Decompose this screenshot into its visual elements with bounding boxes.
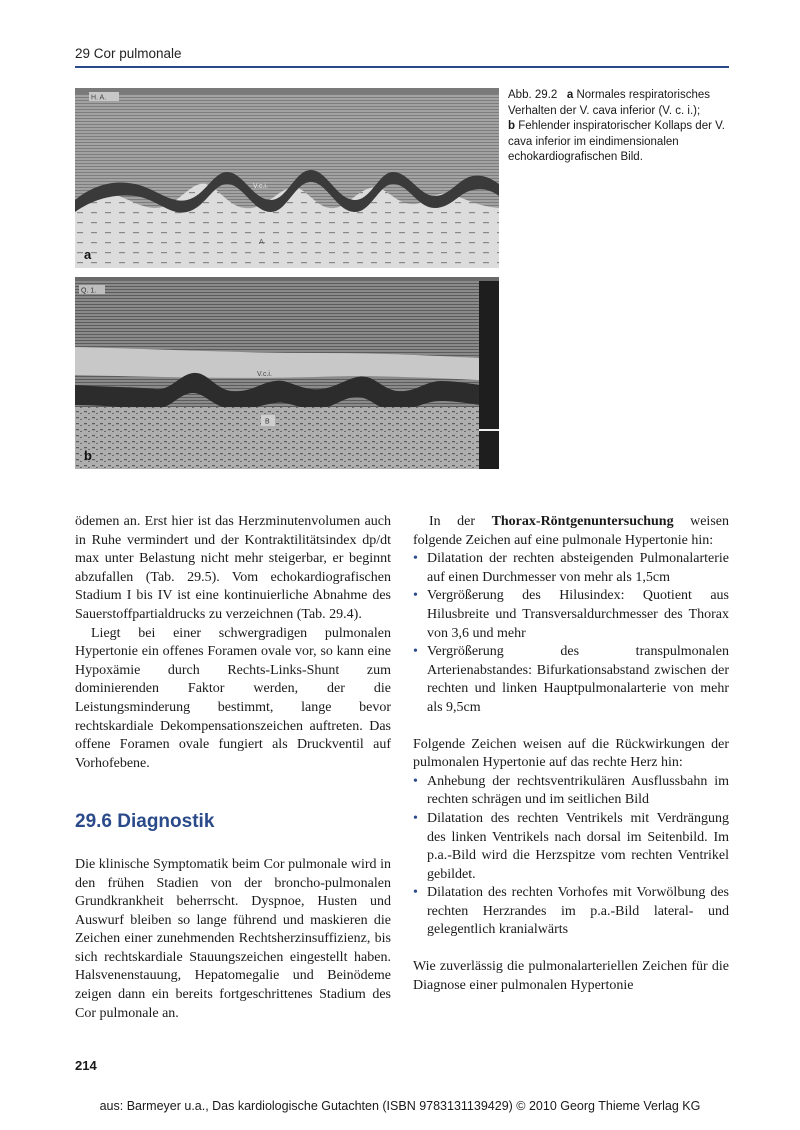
- list-item: • Dilatation der rechten absteigenden Pulmonalarterie auf einen Durchmesser von mehr als 1,5cm: [413, 550, 729, 587]
- list-item: • Anhebung der rechtsventrikulären Ausflussbahn im rechten schrägen und im seitlichen Bild: [413, 773, 729, 810]
- right-column: [413, 513, 729, 995]
- header-rule: [75, 66, 729, 68]
- echo-image-b: [75, 277, 499, 469]
- section-title: 29.6 Diagnostik: [75, 811, 215, 833]
- vci-label-a: V.c.i.: [253, 183, 268, 190]
- list-item: • Vergrößerung des Hilusindex: Quotient aus Hilusbreite und Transversaldurchmesser des Thorax von 3,6 und mehr: [413, 587, 729, 643]
- thorax-signs-list: [413, 550, 729, 717]
- left-column: [75, 513, 391, 1023]
- intro-after: weisen folgende Zeichen auf eine pulmonale Hypertonie hin:: [413, 514, 729, 548]
- running-header: 29 Cor pulmonale: [75, 46, 182, 61]
- marker-a: A: [259, 239, 264, 246]
- paragraph-reliability: Wie zuverlässig die pulmonalarteriellen Zeichen für die Diagnose einer pulmonalen Hypertonie: [413, 959, 729, 993]
- list-item: • Dilatation des rechten Ventrikels mit Verdrängung des linken Ventrikels nach dorsal im Seitenbild. Im p.a.-Bild wird die Herzspitze vom rechten Ventrikel gebildet.: [413, 810, 729, 884]
- caption-text-b: Fehlender inspiratorischer Kollaps der V. cava inferior im eindimensionalen echokardiografischen Bild.: [508, 120, 725, 163]
- footer-credit: aus: Barmeyer u.a., Das kardiologische Gutachten (ISBN 9783131139429) © 2010 Georg Thieme Verlag KG: [99, 1099, 701, 1113]
- panel-letter-a: a: [84, 247, 92, 262]
- paragraph-thorax-intro: [413, 513, 729, 550]
- caption-number: Abb. 29.2: [508, 89, 558, 101]
- paragraph-foramen-ovale: Liegt bei einer schwergradigen pulmonalen Hypertonie ein offenes Foramen ovale vor, so kann eine Hypoxämie durch Rechts-Links-Shunt zum dominierenden Faktor werden, der die Leistungsminderung bestimmt, lange bevor rechtskardiale Dekompensationszeichen auftreten. Das offene Foramen ovale fungiert als Druckventil auf Vorhofebene.: [75, 625, 391, 771]
- intro-before: In der: [429, 514, 492, 529]
- list-item: • Vergrößerung des transpulmonalen Arterienabstandes: Bifurkationsabstand zwischen der rechten und linken Hauptpulmonalarterie von mehr als 9,5cm: [413, 643, 729, 717]
- paragraph-continuation: ödemen an. Erst hier ist das Herzminutenvolumen auch in Ruhe vermindert und der Kontraktilitätsindex dp/dt max unter Belastung nicht mehr steigerbar, er beginnt abzufallen (Tab. 29.5). Vom echokardiografischen Stadium I bis IV ist eine kontinuierliche Abnahme des Sauerstoffpartialdrucks zu verzeichnen (Tab. 29.4).: [75, 514, 391, 622]
- caption-marker-a: a: [566, 89, 574, 101]
- m-mode-trace-a: [75, 88, 499, 268]
- figure-caption: [508, 88, 730, 166]
- corner-label-a: H. A.: [91, 94, 107, 102]
- list-item: • Dilatation des rechten Vorhofes mit Vorwölbung des rechten Herzrandes im p.a.-Bild lateral- und gelegentlich kranialwärts: [413, 884, 729, 940]
- page-number: 214: [75, 1058, 97, 1073]
- heart-signs-list: [413, 773, 729, 940]
- caption-marker-b: b: [508, 120, 516, 132]
- m-mode-trace-b: [75, 277, 499, 469]
- corner-label-b: Q. 1.: [81, 287, 97, 295]
- panel-letter-b: b: [84, 448, 92, 463]
- marker-b: B: [265, 418, 270, 426]
- paragraph-symptomatik: Die klinische Symptomatik beim Cor pulmonale wird in den frühen Stadien von der broncho-pulmonalen Grundkrankheit beherrscht. Dyspnoe, Husten und Auswurf bleiben so lange führend und maskieren die Zeichen einer zunehmenden Rechtsherzinsuffizienz, bis sich rechtskardiale Stauungszeichen eingestellt haben. Halsvenenstauung, Hepatomegalie und Beinödeme zeigen dann ein bereits fortgeschrittenes Stadium des Cor pulmonale an.: [75, 856, 391, 1021]
- echo-image-a: [75, 88, 499, 268]
- paragraph-heart-signs: Folgende Zeichen weisen auf die Rückwirkungen der pulmonalen Hypertonie auf das rechte Herz hin:: [413, 736, 729, 771]
- caption-text-a: Normales respiratorisches Verhalten der V. cava inferior (V. c. i.);: [508, 89, 711, 117]
- vci-label-b: V.c.i.: [257, 371, 272, 378]
- intro-bold-term: Thorax-Röntgenuntersuchung: [491, 514, 674, 529]
